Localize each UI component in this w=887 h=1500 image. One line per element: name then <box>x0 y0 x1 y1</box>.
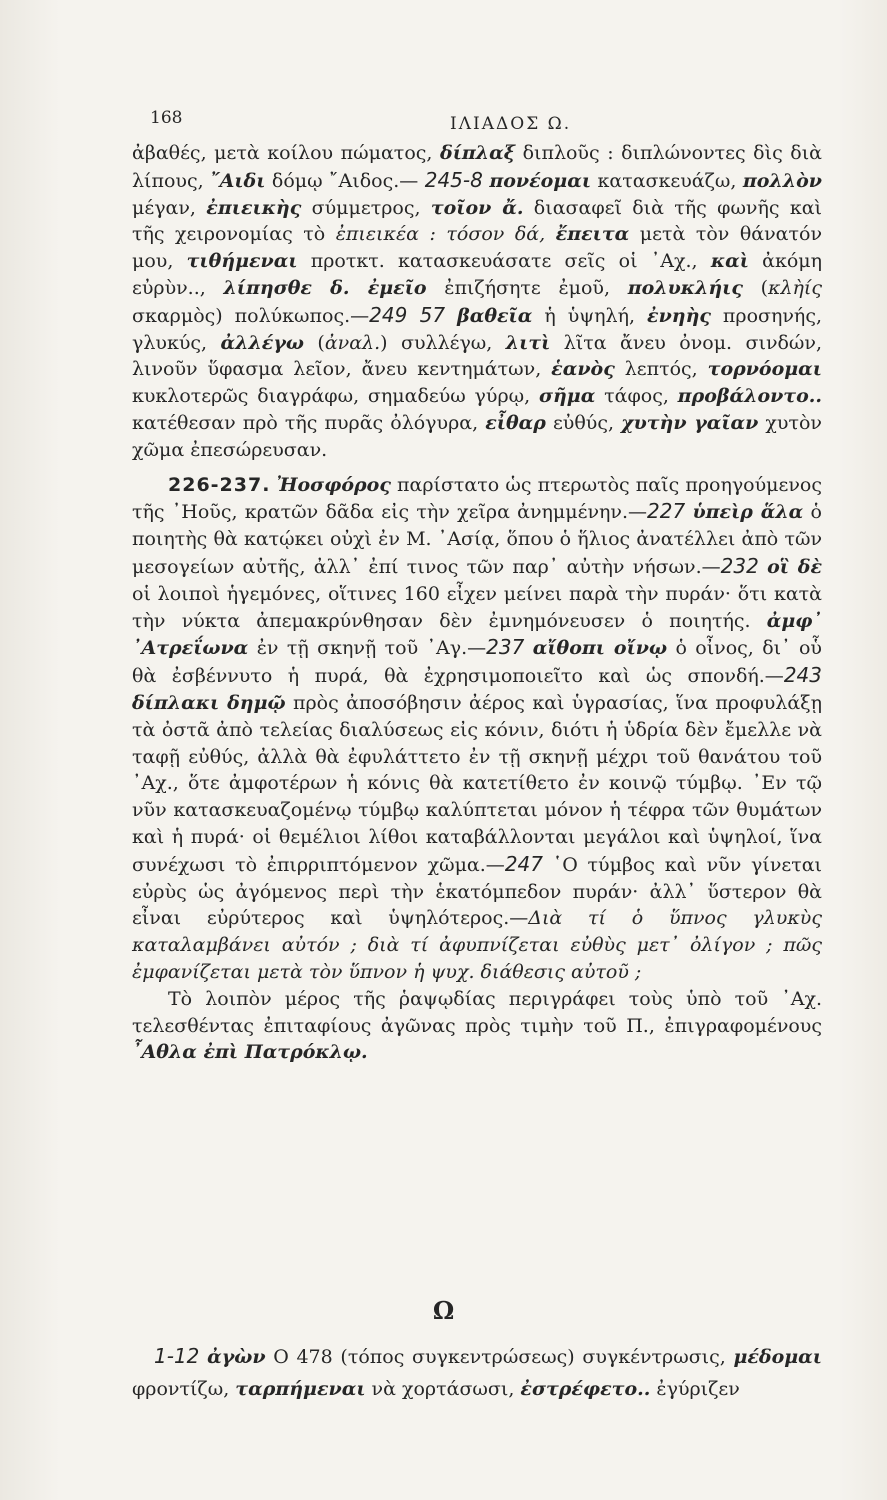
text-run: σύμμετρος, <box>301 196 431 219</box>
text-run: χυτὸν χῶμα ἐπεσώρευσαν. <box>132 411 822 461</box>
keyword: ἔπειτα <box>555 223 630 246</box>
text-run: παρίστατο ὡς πτερωτὸς παῖς προηγούμενος τῆς ᾿Ηοῦς, κρατῶν δᾶδα εἰς τὴν χεῖρα ἀνημμένην.— <box>132 473 822 524</box>
line-reference: 249 57 <box>369 302 446 327</box>
text-run: διπλοῦς : διπλώνοντες δὶς διὰ λίπους, <box>132 142 822 192</box>
keyword: ἐπιεικὴς <box>206 196 302 219</box>
text-run <box>445 305 457 327</box>
keyword: ῎Αιδι <box>210 169 266 192</box>
paragraph-4 <box>132 1340 822 1405</box>
line-reference: 227 <box>647 499 686 524</box>
text-run: κατέθεσαν πρὸ τῆς πυρᾶς ὀλόγυρα, <box>132 411 486 434</box>
section-heading: Ω <box>432 1296 455 1325</box>
text-run: εὐθύς, <box>545 411 622 434</box>
text-run: λῖτα ἄνευ ὀνομ. σινδών, λινοῦν ὕφασμα λεῖον, ἄνευ κεντημάτων, <box>132 331 823 381</box>
keyword: τορνόομαι <box>707 358 822 381</box>
text-run: Ο 478 (τόπος συγκεντρώσεως) συγκέντρωσις, <box>265 1346 734 1368</box>
paragraph-2 <box>132 472 822 986</box>
text-run: ἀβαθές, μετὰ κοίλου πώματος, <box>132 142 441 164</box>
text-run: ( <box>303 331 325 354</box>
text-run <box>545 223 556 245</box>
line-reference: 247 <box>504 851 543 876</box>
text-run: ἀκόμη εὐρὺν.., <box>132 250 822 299</box>
text-run <box>759 556 767 578</box>
text-run: ( <box>742 276 769 299</box>
keyword: καὶ <box>710 250 749 273</box>
text-run: διασαφεῖ διὰ τῆς φωνῆς καὶ τῆς χειρονομίας τὸ <box>132 196 822 246</box>
text-run: οἱ λοιποὶ ἡγεμόνες, οἵτινες 160 εἶχεν μείνει παρὰ τὴν πυράν· ὅτι κατὰ τὴν νύκτα ἀπεμακρύνθησαν δὲν ἐμνημόνευσεν ὁ ποιητής. <box>132 582 822 632</box>
paragraph-1 <box>132 140 822 464</box>
keyword: οἳ δὲ <box>767 555 822 578</box>
italic-question: Διὰ τί ὁ ὕπνος γλυκὺς καταλαμβάνει αὐτόν ; διὰ τί ἀφυπνίζεται εὐθὺς μετ᾿ ὀλίγον ; πῶς ἐμφανίζεται μετὰ τὸν ὕπνον ἡ ψυχ. διάθεσις αὐτοῦ ; <box>132 907 823 983</box>
text-run: προτκτ. κατασκευάσατε σεῖς οἱ ᾿Αχ., <box>297 250 711 273</box>
text-run: ὁ ποιητὴς θὰ κατῴκει οὐχὶ ἐν Μ. ᾿Ασίᾳ, ὅπου ὁ ἥλιος ἀνατέλλει ἀπὸ τῶν μεσογείων αὐτῆς, ἀλλ᾿ ἐπί τινος τῶν παρ᾿ αὐτὴν νήσων.— <box>132 501 822 578</box>
text-run: προσηνής, γλυκύς, <box>132 304 822 354</box>
italic-text: κλὴίς <box>768 276 822 299</box>
italic-text: ἀναλ. <box>324 331 381 354</box>
line-reference: 232 <box>720 553 759 578</box>
italic-text: ἐπιεικέα : τόσον δά, <box>335 223 546 246</box>
keyword: ὑπεὶρ ἅλα <box>692 501 804 524</box>
keyword: εἶθαρ <box>485 411 546 434</box>
keyword: ἑανὸς <box>551 358 615 381</box>
text-run: ῾Ο τύμβος καὶ νῦν γίνεται εὐρὺς ὡς ἀγόμενος περὶ τὴν ἑκατόμπεδον πυράν· ἀλλ᾿ ὕστερον θὰ εἶναι εὐρύτερος καὶ ὑψηλότερος.— <box>132 853 823 930</box>
keyword: ἀμφ᾿ ᾿Ατρεΐωνα <box>132 609 822 660</box>
keyword: προβάλοντο.. <box>677 385 822 408</box>
keyword: Ἠοσφόρος <box>276 473 391 496</box>
keyword: πονέομαι <box>489 169 592 192</box>
text-run: λεπτός, <box>614 358 708 381</box>
keyword: λιτὶ <box>505 331 551 354</box>
text-run: ὁ οἶνος, δι᾿ οὗ θὰ ἐσβέννυτο ἡ πυρά, θὰ ἐχρησιμοποιεῖτο καὶ ὡς σπονδή.— <box>132 637 822 688</box>
keyword: τιθήμεναι <box>186 250 298 273</box>
text-run: σκαρμὸς) πολύκωπος.— <box>132 304 370 327</box>
keyword: βαθεῖα <box>457 304 533 327</box>
keyword: πολλὸν <box>742 169 822 192</box>
text-run: ἐγύριζεν <box>650 1378 740 1400</box>
keyword: ἀλλέγω <box>220 331 304 354</box>
keyword: ἐνηὴς <box>647 304 711 327</box>
text-run <box>524 637 532 659</box>
keyword: ἀγὼν <box>207 1346 266 1368</box>
page-number: 168 <box>150 108 183 128</box>
text-run: νὰ χορτάσωσι, <box>365 1378 521 1400</box>
text-run: Τὸ λοιπὸν μέρος τῆς ῥαψῳδίας περιγράφει τοὺς ὑπὸ τοῦ ᾿Αχ. τελεσθέντας ἐπιταφίους ἀγῶνας πρὸς τιμὴν τοῦ Π., ἐπιγραφομένους <box>132 987 822 1037</box>
text-run: ἡ ὑψηλή, <box>532 304 648 327</box>
keyword: ταρπήμεναι <box>235 1378 366 1400</box>
commentary-body <box>132 140 822 1066</box>
line-reference: 245-8 <box>424 167 483 192</box>
text-run: φροντίζω, <box>132 1378 236 1400</box>
keyword: δίπλαξ <box>440 142 515 164</box>
keyword: τοῖον ἄ. <box>430 196 524 219</box>
text-run: μετὰ τὸν θάνατόν μου, <box>132 223 822 273</box>
keyword: ῏Αθλα ἐπὶ Πατρόκλῳ. <box>132 1041 368 1064</box>
text-run: ἐπιζήσητε ἐμοῦ, <box>426 276 628 299</box>
text-run: ἐν τῇ σκηνῇ τοῦ ᾿Αγ.— <box>248 637 487 660</box>
keyword: ἐστρέφετο.. <box>520 1378 651 1400</box>
text-run: μέγαν, <box>132 196 207 219</box>
text-run: κυκλοτερῶς διαγράφω, σημαδεύω γύρῳ, <box>132 385 539 408</box>
line-reference: 1-12 <box>154 1344 200 1368</box>
text-run <box>199 1346 207 1368</box>
keyword: πολυκλήις <box>627 276 743 299</box>
running-header <box>150 100 830 140</box>
text-run: πρὸς ἀποσόβησιν ἀέρος καὶ ὑγρασίας, ἵνα προφυλάξῃ τὰ ὀστᾶ ἀπὸ τελείας διαλύσεως εἰς κόνιν, διότι ἡ ὑδρία δὲν ἔμελλε νὰ ταφῇ εὐθύς, ἀλλὰ θὰ ἐφυλάττετο ἐν τῇ σκηνῇ μέχρι τοῦ θανάτου τοῦ ᾿Αχ., ὅτε ἀμφοτέρων ἡ κόνις θὰ κατετίθετο ἐν κοινῷ τύμβῳ. ᾿Εν τῷ νῦν κατασκευαζομένῳ τύμβῳ καλύπτεται μόνον ἡ τέφρα τῶν θυμάτων καὶ ἡ πυρά· οἱ θεμέλιοι λίθοι καταβάλλονται μεγάλοι καὶ ὑψηλοί, ἵνα συνέχωσι τὸ ἐπιρριπτόμενον χῶμα.— <box>132 691 822 876</box>
text-run: ) συλλέγω, <box>380 331 506 354</box>
keyword: αἴθοπι οἴνῳ <box>532 637 668 660</box>
keyword: δίπλακι δημῷ <box>132 691 286 714</box>
running-title: ΙΛΙΑΔΟΣ Ω. <box>450 114 572 134</box>
paragraph-3 <box>132 986 822 1066</box>
verse-range-reference: 226-237. <box>168 473 271 496</box>
line-reference: 243 <box>783 663 822 688</box>
text-run: δόμῳ ῎Αιδος.— <box>265 169 425 192</box>
text-run: τάφος, <box>595 385 678 408</box>
text-run: κατασκευάζω, <box>591 169 743 192</box>
keyword: σῆμα <box>538 385 596 408</box>
keyword: μέδομαι <box>733 1346 822 1368</box>
section-body <box>132 1340 822 1405</box>
keyword: χυτὴν γαῖαν <box>621 411 759 434</box>
line-reference: 237 <box>486 635 525 660</box>
keyword: λίπησθε δ. ἐμεῖο <box>223 276 427 299</box>
